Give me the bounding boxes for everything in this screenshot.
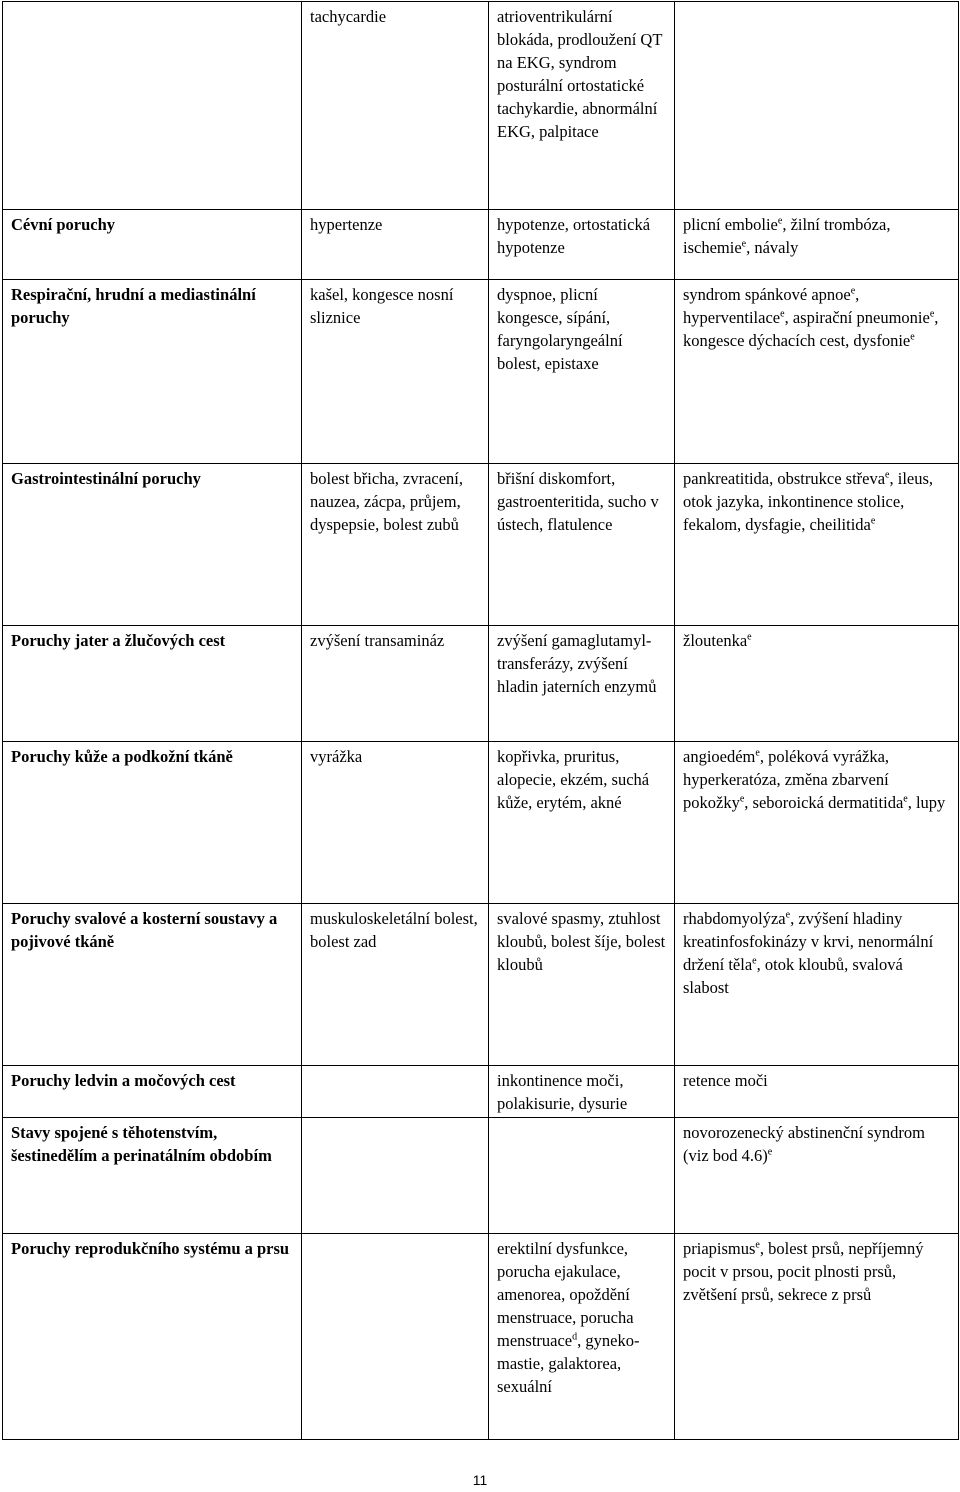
rare-cell: plicní embolie$^e$, žilní trombóza, ischemie$^e$, návaly xyxy=(675,210,959,280)
table-row xyxy=(3,904,959,1066)
footnote-marker: e xyxy=(747,631,752,643)
organ-class-cell: Respirační, hrudní a mediastinální poruchy xyxy=(3,280,302,464)
table-row xyxy=(3,742,959,904)
common-cell: zvýšení transamináz xyxy=(302,626,489,742)
common-cell xyxy=(302,1066,489,1118)
uncommon-cell: inkontinence moči, polakisurie, dysurie xyxy=(489,1066,675,1118)
footnote-marker: d xyxy=(572,1331,578,1343)
common-cell xyxy=(302,1118,489,1234)
footnote-marker: e xyxy=(929,308,935,320)
common-cell: bolest břicha, zvracení, nauzea, zácpa, průjem, dyspepsie, bolest zubů xyxy=(302,464,489,626)
uncommon-cell: kopřivka, pruritus, alopecie, ekzém, suchá kůže, erytém, akné xyxy=(489,742,675,904)
table-row xyxy=(3,2,959,210)
uncommon-cell: hypotenze, ortostatická hypotenze xyxy=(489,210,675,280)
organ-class-cell: Poruchy jater a žlučových cest xyxy=(3,626,302,742)
table-row xyxy=(3,1118,959,1234)
footnote-marker: e xyxy=(885,469,890,481)
rare-cell: žloutenka$^e$ xyxy=(675,626,959,742)
footnote-marker: e xyxy=(850,285,856,297)
rare-cell: syndrom spánkové apnoe$^e$, hyperventilace$^e$, aspirační pneumonie$^e$, kongesce dýchacích cest, dysfonie$^e$ xyxy=(675,280,959,464)
adverse-reactions-table xyxy=(2,1,959,1440)
common-cell: kašel, kongesce nosní sliznice xyxy=(302,280,489,464)
organ-class-cell: Poruchy svalové a kosterní soustavy a pojivové tkáně xyxy=(3,904,302,1066)
table-row xyxy=(3,626,959,742)
footnote-marker: e xyxy=(755,747,760,759)
organ-class-cell: Poruchy ledvin a močových cest xyxy=(3,1066,302,1118)
organ-class-cell: Poruchy reprodukčního systému a prsu xyxy=(3,1234,302,1440)
footnote-marker: e xyxy=(910,331,915,343)
footnote-marker: e xyxy=(785,909,791,921)
rare-cell xyxy=(675,2,959,210)
common-cell: muskuloskeletální bolest, bolest zad xyxy=(302,904,489,1066)
common-cell: hypertenze xyxy=(302,210,489,280)
organ-class-cell: Cévní poruchy xyxy=(3,210,302,280)
page-number: 11 xyxy=(472,1472,488,1488)
table-row xyxy=(3,210,959,280)
table-row xyxy=(3,464,959,626)
common-cell: tachycardie xyxy=(302,2,489,210)
rare-cell: angioedém$^e$, poléková vyrážka, hyperkeratóza, změna zbarvení pokožky$^e$, seboroická dermatitida$^e$, lupy xyxy=(675,742,959,904)
rare-cell: retence moči xyxy=(675,1066,959,1118)
organ-class-cell: Poruchy kůže a podkožní tkáně xyxy=(3,742,302,904)
organ-class-cell: Stavy spojené s těhotenstvím, šestinedělím a perinatálním obdobím xyxy=(3,1118,302,1234)
common-cell xyxy=(302,1234,489,1440)
common-cell: vyrážka xyxy=(302,742,489,904)
footnote-marker: e xyxy=(903,793,908,805)
table-row xyxy=(3,280,959,464)
footnote-marker: e xyxy=(739,793,745,805)
table-row xyxy=(3,1234,959,1440)
footnote-marker: e xyxy=(780,308,785,320)
footnote-marker: e xyxy=(777,215,783,227)
uncommon-cell: erektilní dysfunkce, porucha ejakulace, amenorea, opoždění menstruace, porucha menstruace$^d$, gyneko-mastie, galaktorea, sexuální xyxy=(489,1234,675,1440)
footnote-marker: e xyxy=(741,238,747,250)
uncommon-cell xyxy=(489,1118,675,1234)
table-row xyxy=(3,1066,959,1118)
footnote-marker: e xyxy=(767,1146,773,1158)
organ-class-cell xyxy=(3,2,302,210)
rare-cell: pankreatitida, obstrukce střeva$^e$, ileus, otok jazyka, inkontinence stolice, fekalom, dysfagie, cheilitida$^e$ xyxy=(675,464,959,626)
uncommon-cell: břišní diskomfort, gastroenteritida, sucho v ústech, flatulence xyxy=(489,464,675,626)
footnote-marker: e xyxy=(755,1239,760,1251)
rare-cell: priapismus$^e$, bolest prsů, nepříjemný pocit v prsou, pocit plnosti prsů, zvětšení prsů, sekrece z prsů xyxy=(675,1234,959,1440)
rare-cell: novorozenecký abstinenční syndrom (viz bod 4.6)$^e$ xyxy=(675,1118,959,1234)
organ-class-cell: Gastrointestinální poruchy xyxy=(3,464,302,626)
uncommon-cell: zvýšení gamaglutamyl-transferázy, zvýšení hladin jaterních enzymů xyxy=(489,626,675,742)
uncommon-cell: atrioventrikulární blokáda, prodloužení QT na EKG, syndrom posturální ortostatické tachykardie, abnormální EKG, palpitace xyxy=(489,2,675,210)
footnote-marker: e xyxy=(870,515,876,527)
uncommon-cell: svalové spasmy, ztuhlost kloubů, bolest šíje, bolest kloubů xyxy=(489,904,675,1066)
footnote-marker: e xyxy=(752,955,757,967)
rare-cell: rhabdomyolýza$^e$, zvýšení hladiny kreatinfosfokinázy v krvi, nenormální držení těla$^e$, otok kloubů, svalová slabost xyxy=(675,904,959,1066)
uncommon-cell: dyspnoe, plicní kongesce, sípání, faryngolaryngeální bolest, epistaxe xyxy=(489,280,675,464)
